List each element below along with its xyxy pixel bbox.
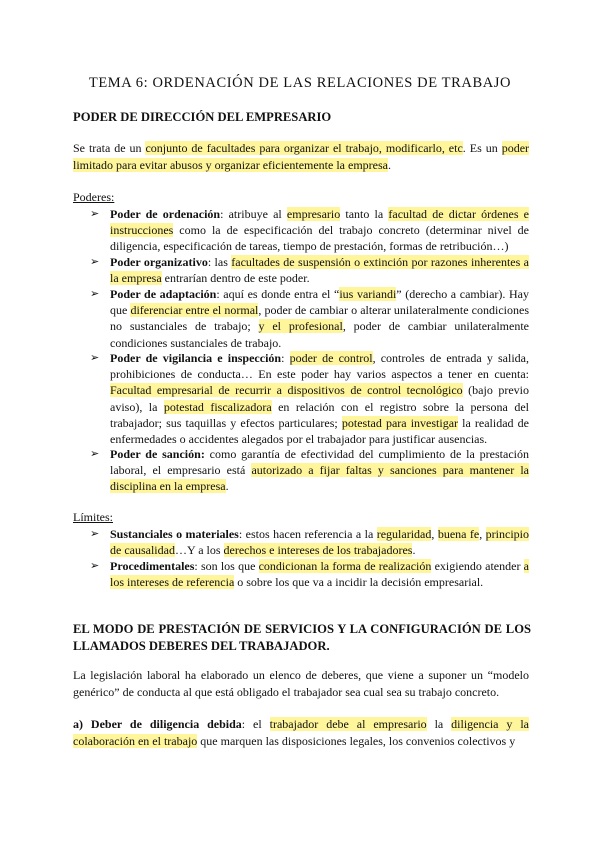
arrow-bullet-icon: ➢ (90, 208, 100, 220)
deberes-intro-paragraph: La legislación laboral ha elaborado un elenco de deberes, que viene a suponer un “modelo genérico” de conducta al que está obligado el trabajador sea cual sea su trabajo concreto. (73, 668, 529, 699)
arrow-bullet-icon: ➢ (90, 288, 100, 300)
section-heading-modo-prestacion: EL MODO DE PRESTACIÓN DE SERVICIOS Y LA CONFIGURACIÓN DE LOS LLAMADOS DEBERES DEL TRABAJADOR. (73, 622, 531, 653)
limits-label: Límites: (73, 510, 113, 524)
arrow-bullet-icon: ➢ (90, 256, 100, 268)
section-heading-poder-direccion: PODER DE DIRECCIÓN DEL EMPRESARIO (73, 110, 332, 124)
list-item-poder-ordenacion: ➢ Poder de ordenación: atribuye al empresario tanto la facultad de dictar órdenes e instrucciones como la de especificación del trabajo concreto (determinar nivel de diligencia, especificación de tareas, tiempo de prestación, formas de retribución…) (90, 207, 529, 254)
list-item-poder-organizativo: ➢ Poder organizativo: las facultades de suspensión o extinción por razones inherentes a la empresa entrarían dentro de este poder. (90, 255, 529, 286)
arrow-bullet-icon: ➢ (90, 560, 100, 572)
arrow-bullet-icon: ➢ (90, 528, 100, 540)
intro-paragraph: Se trata de un conjunto de facultades para organizar el trabajo, modificarlo, etc. Es un poder limitado para evitar abusos y organizar eficientemente la empresa. (73, 141, 530, 172)
list-item-limite-procedimentales: ➢ Procedimentales: son los que condicionan la forma de realización exigiendo atender a los intereses de referencia o sobre los que va a incidir la decisión empresarial. (90, 559, 529, 590)
arrow-bullet-icon: ➢ (90, 352, 100, 364)
list-item-poder-vigilancia: ➢ Poder de vigilancia e inspección: poder de control, controles de entrada y salida, prohibiciones de conducta… En este poder hay varios aspectos a tener en cuenta: Facultad empresarial de recurrir a dispositivos de control tecnológico (bajo previo aviso), la potestad fiscalizadora en relación con el registro sobre la persona del trabajador; sus taquillas y efectos particulares; potestad para investigar la realidad de enfermedades o accidentes alegados por el trabajador para justificar ausencias. (90, 351, 529, 447)
deber-diligencia-paragraph: a) Deber de diligencia debida: el trabajador debe al empresario la diligencia y la colaboración en el trabajo que marquen las disposiciones legales, los convenios colectivos y (73, 717, 529, 748)
list-item-limite-sustanciales: ➢ Sustanciales o materiales: estos hacen referencia a la regularidad, buena fe, principio de causalidad…Y a los derechos e intereses de los trabajadores. (90, 527, 529, 558)
arrow-bullet-icon: ➢ (90, 448, 100, 460)
list-item-poder-adaptacion: ➢ Poder de adaptación: aquí es donde entra el “ius variandi” (derecho a cambiar). Hay que diferenciar entre el normal, poder de cambiar o alterar unilateralmente condiciones no sustanciales de trabajo; y el profesional, poder de cambiar unilateralmente condiciones sustanciales de trabajo. (90, 287, 529, 350)
powers-label: Poderes: (73, 190, 115, 204)
document-title: TEMA 6: ORDENACIÓN DE LAS RELACIONES DE TRABAJO (88, 75, 512, 91)
list-item-poder-sancion: ➢ Poder de sanción: como garantía de efectividad del cumplimiento de la prestación laboral, el empresario está autorizado a fijar faltas y sanciones para mantener la disciplina en la empresa. (90, 447, 529, 494)
